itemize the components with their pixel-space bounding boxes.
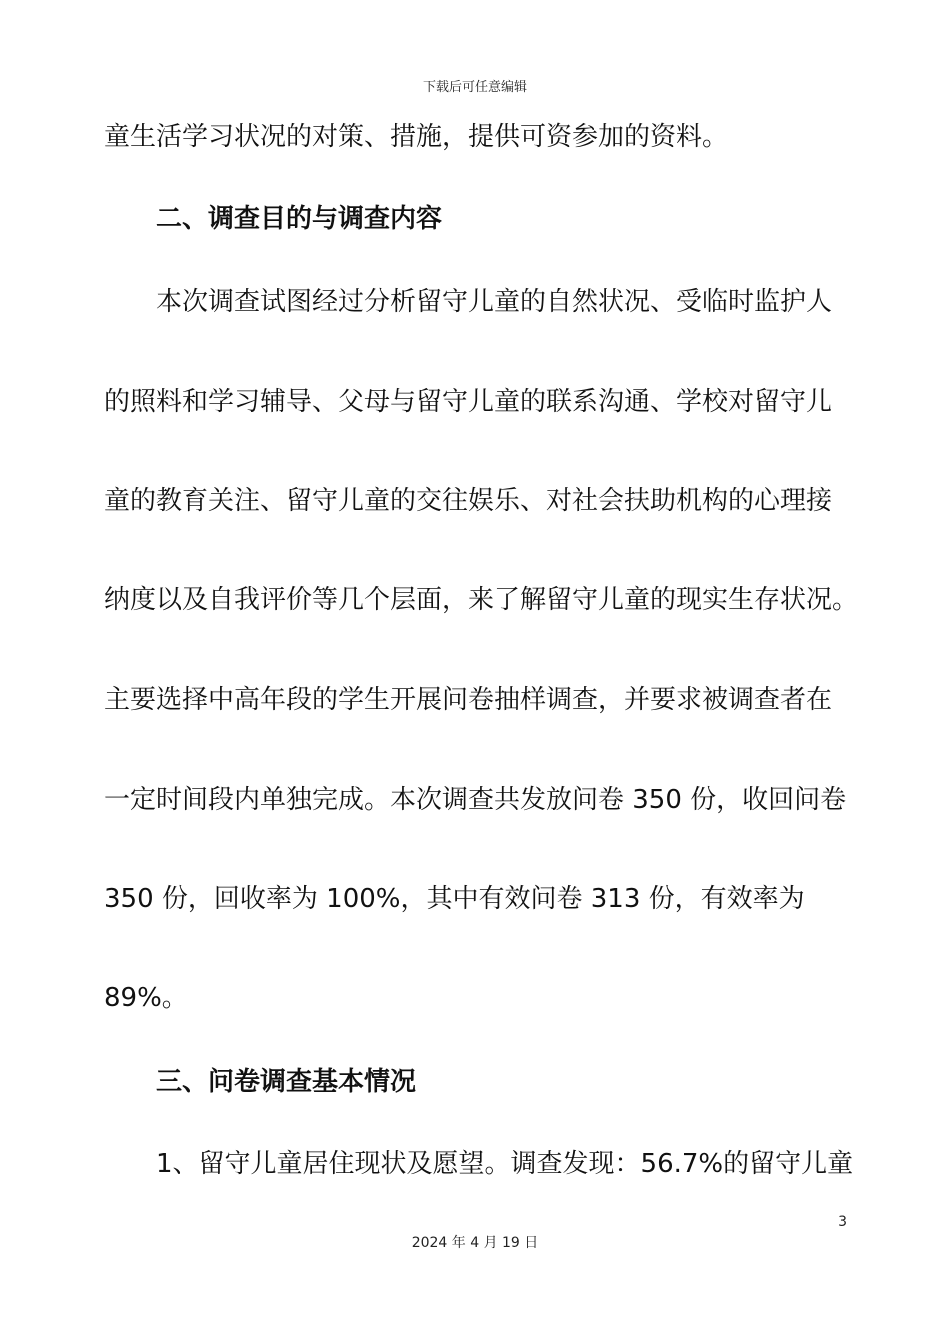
paragraph-line: 一定时间段内单独完成。本次调查共发放问卷 350 份，收回问卷 bbox=[104, 785, 847, 815]
paragraph-line: 主要选择中高年段的学生开展问卷抽样调查，并要求被调查者在 bbox=[104, 685, 833, 715]
paragraph-line: 350 份，回收率为 100%，其中有效问卷 313 份，有效率为 bbox=[104, 884, 805, 914]
footer-date: 2024 年 4 月 19 日 bbox=[411, 1235, 539, 1251]
section-heading-2: 二、调查目的与调查内容 bbox=[156, 204, 443, 234]
page-header: 下载后可任意编辑 bbox=[422, 80, 527, 95]
page-number: 3 bbox=[838, 1214, 847, 1230]
paragraph-line: 童的教育关注、留守儿童的交往娱乐、对社会扶助机构的心理接 bbox=[104, 486, 833, 516]
paragraph-line: 纳度以及自我评价等几个层面，来了解留守儿童的现实生存状况。 bbox=[104, 585, 859, 615]
paragraph-line: 的照料和学习辅导、父母与留守儿童的联系沟通、学校对留守儿 bbox=[104, 387, 833, 417]
paragraph-line: 89%。 bbox=[104, 983, 188, 1013]
paragraph-continuation-line: 童生活学习状况的对策、措施，提供可资参加的资料。 bbox=[104, 122, 729, 152]
paragraph-line: 本次调查试图经过分析留守儿童的自然状况、受临时监护人 bbox=[156, 287, 833, 317]
paragraph-line: 1、留守儿童居住现状及愿望。调查发现：56.7%的留守儿童 bbox=[156, 1149, 854, 1179]
section-heading-3: 三、问卷调查基本情况 bbox=[156, 1067, 417, 1097]
